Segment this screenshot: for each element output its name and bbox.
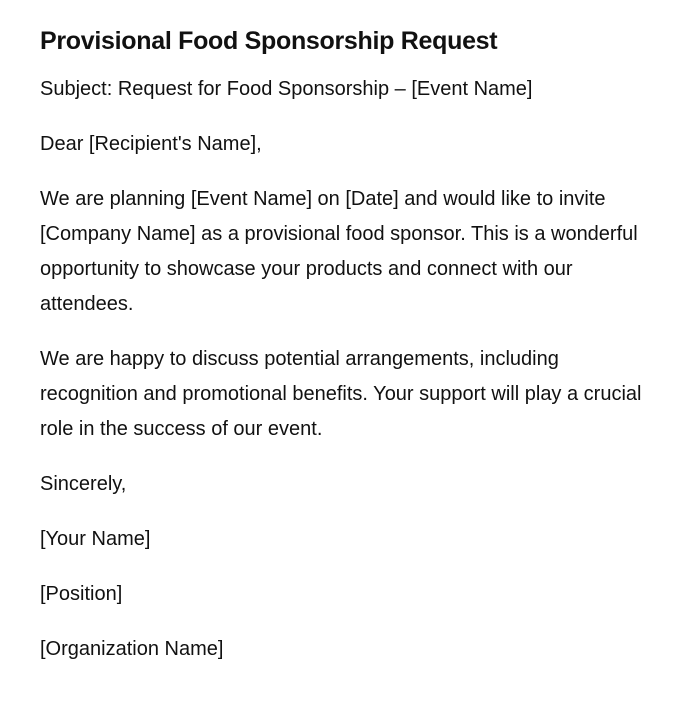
- closing: Sincerely,: [40, 473, 127, 495]
- signature-name: [Your Name]: [40, 528, 151, 550]
- signature-position: [Position]: [40, 583, 123, 605]
- subject-line: Subject: Request for Food Sponsorship – [Event Name]: [40, 78, 533, 100]
- body-paragraph-2: We are happy to discuss potential arrangements, including recognition and promotional benefits. Your support will play a crucial role in the success of our event.: [40, 348, 642, 440]
- greeting: Dear [Recipient's Name],: [40, 133, 262, 155]
- page-title: Provisional Food Sponsorship Request: [40, 27, 498, 55]
- body-paragraph-1: We are planning [Event Name] on [Date] and would like to invite [Company Name] as a provisional food sponsor. This is a wonderful opportunity to showcase your products and connect with our attendees.: [40, 188, 638, 315]
- letter: [40, 24, 660, 687]
- signature-organization: [Organization Name]: [40, 638, 224, 660]
